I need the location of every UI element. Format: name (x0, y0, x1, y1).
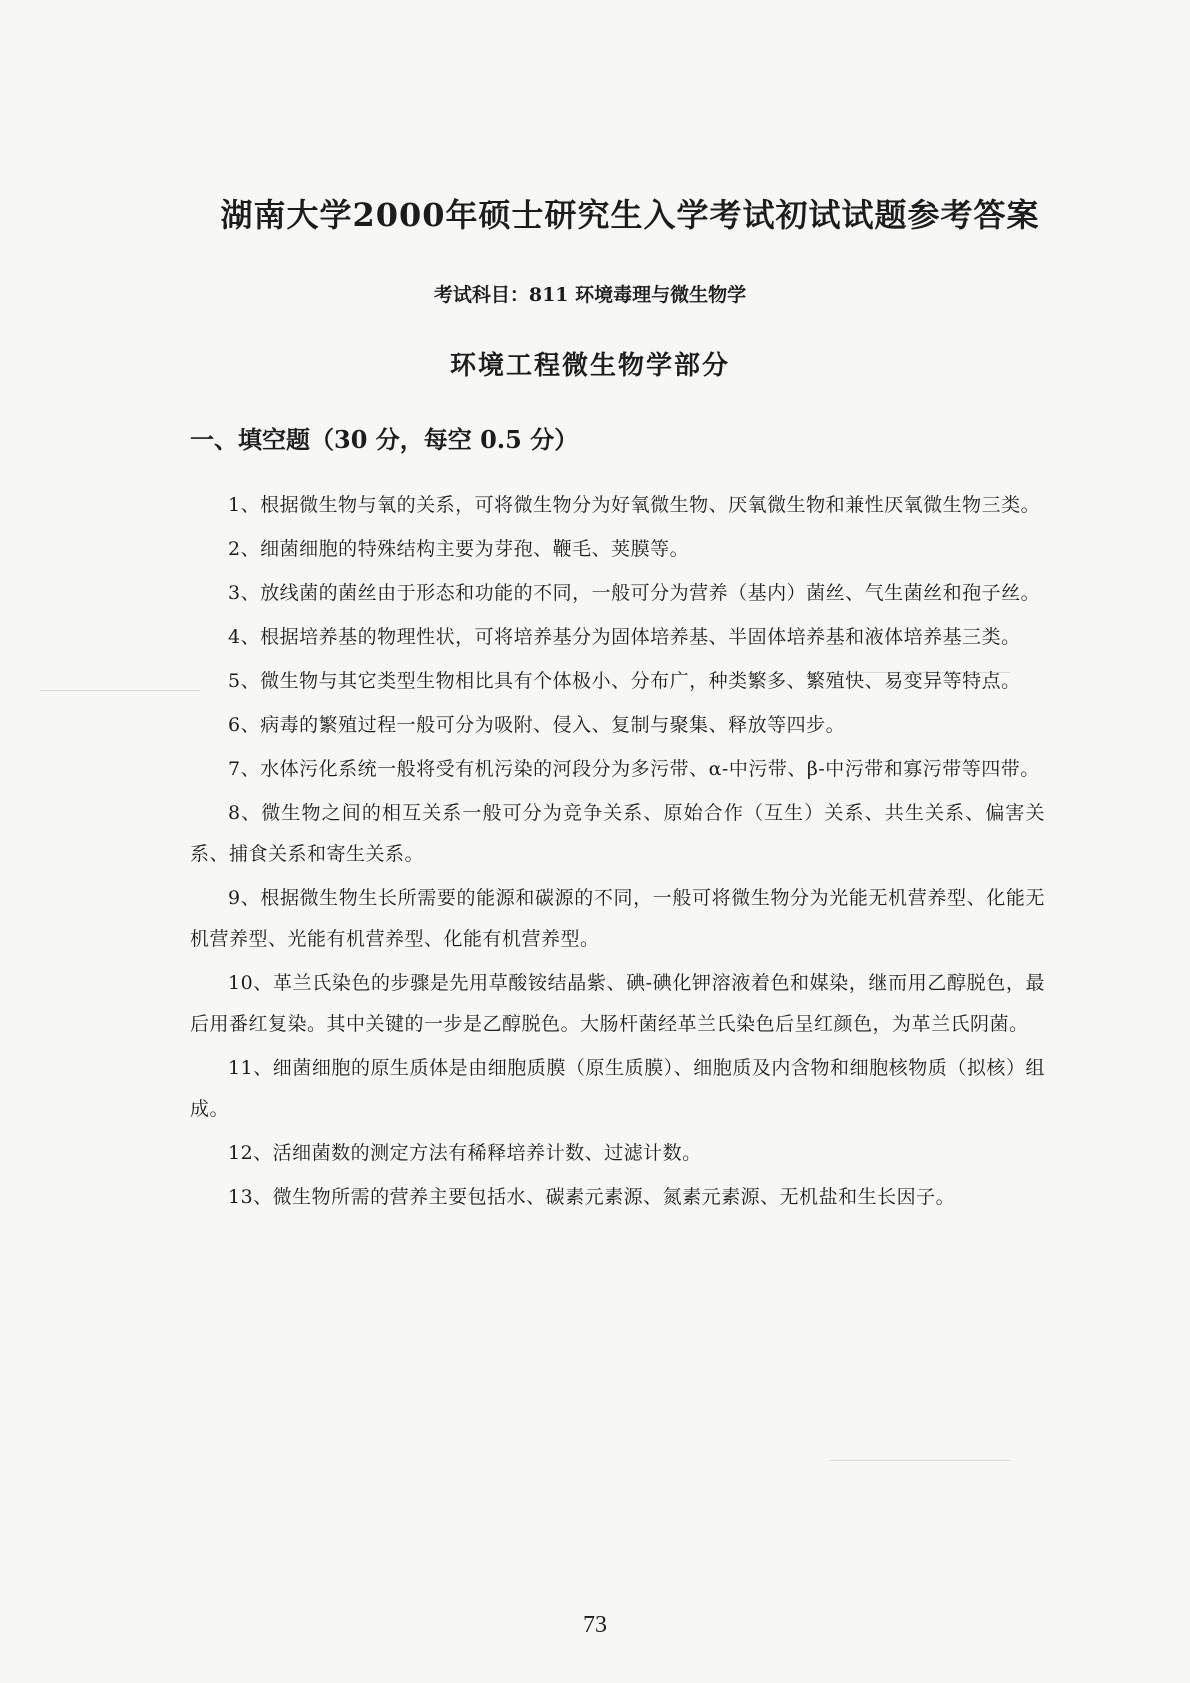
answer-item: 13、微生物所需的营养主要包括水、碳素元素源、氮素元素源、无机盐和生长因子。 (228, 1186, 956, 1208)
page-number: 73 (583, 1612, 607, 1638)
answer-list (190, 485, 1045, 1221)
answer-item: 8、微生物之间的相互关系一般可分为竞争关系、原始合作（互生）关系、共生关系、偏害关系、捕食关系和寄生关系。 (190, 802, 1045, 865)
scan-artifact (40, 690, 200, 691)
answer-item: 7、水体污化系统一般将受有机污染的河段分为多污带、α-中污带、β-中污带和寡污带等四带。 (228, 758, 1040, 780)
answer-item: 2、细菌细胞的特殊结构主要为芽孢、鞭毛、荚膜等。 (228, 538, 690, 560)
answer-item: 9、根据微生物生长所需要的能源和碳源的不同，一般可将微生物分为光能无机营养型、化能无机营养型、光能有机营养型、化能有机营养型。 (190, 887, 1045, 950)
answer-item: 6、病毒的繁殖过程一般可分为吸附、侵入、复制与聚集、释放等四步。 (228, 714, 846, 736)
section-heading: 一、填空题（30 分，每空 0.5 分） (190, 425, 579, 454)
document-title: 湖南大学2000年硕士研究生入学考试初试试题参考答案 (220, 196, 1040, 234)
answer-item: 12、活细菌数的测定方法有稀释培养计数、过滤计数。 (228, 1142, 702, 1164)
answer-item: 4、根据培养基的物理性状，可将培养基分为固体培养基、半固体培养基和液体培养基三类。 (228, 626, 1021, 648)
answer-item: 5、微生物与其它类型生物相比具有个体极小、分布广，种类繁多、繁殖快、易变异等特点。 (228, 670, 1021, 692)
part-title: 环境工程微生物学部分 (449, 351, 730, 381)
answer-item: 10、革兰氏染色的步骤是先用草酸铵结晶紫、碘-碘化钾溶液着色和媒染，继而用乙醇脱色，最后用番红复染。其中关键的一步是乙醇脱色。大肠杆菌经革兰氏染色后呈红颜色，为革兰氏阴菌。 (190, 972, 1045, 1035)
answer-item: 1、根据微生物与氧的关系，可将微生物分为好氧微生物、厌氧微生物和兼性厌氧微生物三类。 (228, 494, 1041, 516)
scan-artifact (830, 1460, 1010, 1461)
exam-subject: 考试科目：811 环境毒理与微生物学 (433, 284, 747, 306)
answer-item: 11、细菌细胞的原生质体是由细胞质膜（原生质膜）、细胞质及内含物和细胞核物质（拟核）组成。 (190, 1057, 1045, 1120)
answer-item: 3、放线菌的菌丝由于形态和功能的不同，一般可分为营养（基内）菌丝、气生菌丝和孢子丝。 (228, 582, 1041, 604)
